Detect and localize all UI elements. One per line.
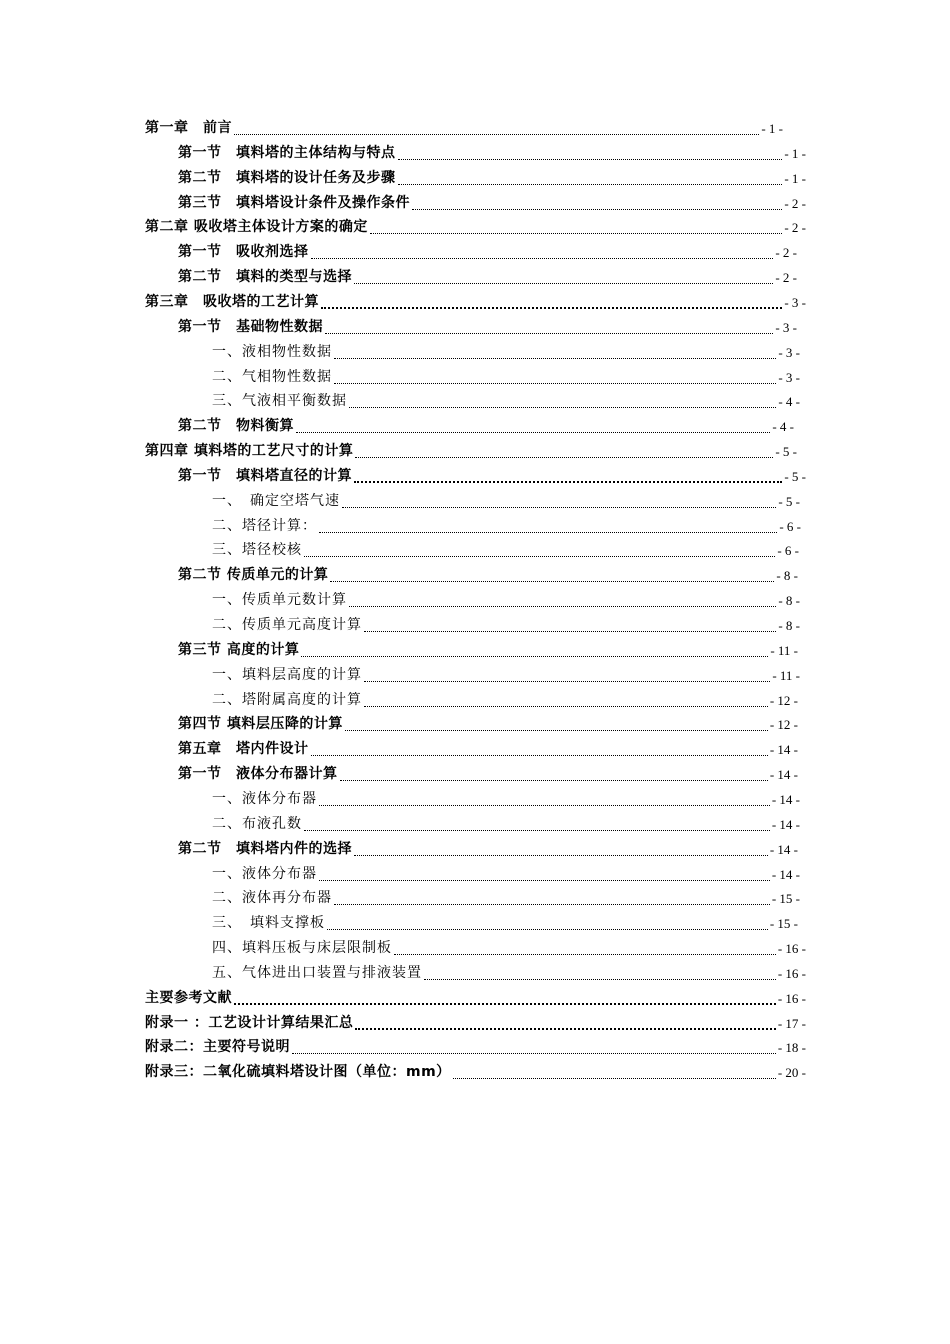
toc-entry[interactable] xyxy=(212,514,801,539)
toc-entry[interactable] xyxy=(178,265,797,290)
toc-dot-leader xyxy=(292,1052,776,1054)
toc-entry-page-number: - 15 - xyxy=(769,916,798,931)
toc-dot-leader xyxy=(327,928,768,930)
toc-dot-leader xyxy=(334,903,770,905)
toc-entry[interactable] xyxy=(178,464,806,489)
toc-entry[interactable] xyxy=(212,936,806,961)
toc-entry-page-number: - 16 - xyxy=(777,991,806,1006)
toc-entry-title: 第三章 吸收塔的工艺计算 xyxy=(145,294,319,310)
toc-dot-leader xyxy=(311,257,774,259)
toc-entry-page-number: - 3 - xyxy=(784,295,806,310)
toc-entry[interactable] xyxy=(212,663,800,688)
toc-entry-title: 附录一 ：工艺设计计算结果汇总 xyxy=(145,1015,354,1031)
toc-entry-title: 第一节 基础物性数据 xyxy=(178,319,323,335)
toc-entry-title: 二、液体再分布器 xyxy=(212,890,332,906)
toc-entry[interactable] xyxy=(212,812,800,837)
toc-entry[interactable] xyxy=(145,290,806,315)
toc-entry-title: 一、液体分布器 xyxy=(212,791,317,807)
toc-entry[interactable] xyxy=(178,712,798,737)
toc-entry[interactable] xyxy=(178,315,797,340)
toc-entry-title: 第一节 吸收剂选择 xyxy=(178,244,309,260)
toc-dot-leader xyxy=(340,779,768,781)
toc-entry-title: 四、填料压板与床层限制板 xyxy=(212,940,392,956)
toc-entry[interactable] xyxy=(178,191,806,216)
toc-entry-page-number: - 8 - xyxy=(778,618,800,633)
toc-entry-title: 二、传质单元高度计算 xyxy=(212,617,362,633)
toc-dot-leader xyxy=(319,531,777,533)
toc-entry-title: 第四章 填料塔的工艺尺寸的计算 xyxy=(145,443,354,459)
toc-entry-page-number: - 3 - xyxy=(778,345,800,360)
toc-entry-page-number: - 14 - xyxy=(771,817,800,832)
toc-entry[interactable] xyxy=(212,688,798,713)
toc-dot-leader xyxy=(345,729,768,731)
toc-entry-title: 二、布液孔数 xyxy=(212,816,302,832)
toc-entry-page-number: - 11 - xyxy=(770,643,798,658)
toc-dot-leader xyxy=(330,580,774,582)
toc-entry[interactable] xyxy=(178,563,798,588)
toc-dot-leader xyxy=(319,804,770,806)
toc-dot-leader xyxy=(325,332,773,334)
toc-entry[interactable] xyxy=(145,439,797,464)
toc-entry[interactable] xyxy=(212,886,800,911)
toc-dot-leader xyxy=(364,680,770,682)
toc-entry-page-number: - 5 - xyxy=(775,444,797,459)
toc-entry[interactable] xyxy=(212,862,800,887)
toc-entry-title: 第一章 前言 xyxy=(145,120,232,136)
toc-entry-page-number: - 2 - xyxy=(775,245,797,260)
toc-entry-title: 第二章 吸收塔主体设计方案的确定 xyxy=(145,219,368,235)
toc-dot-leader xyxy=(355,456,773,458)
toc-dot-leader xyxy=(311,754,768,756)
toc-entry-page-number: - 2 - xyxy=(784,196,806,211)
toc-entry[interactable] xyxy=(145,1035,806,1060)
toc-entry-title: 二、塔径计算： xyxy=(212,518,317,534)
toc-entry[interactable] xyxy=(145,986,806,1011)
toc-entry-page-number: - 16 - xyxy=(777,941,806,956)
toc-dot-leader xyxy=(319,879,770,881)
toc-entry-page-number: - 5 - xyxy=(778,494,800,509)
toc-entry-title: 二、气相物性数据 xyxy=(212,369,332,385)
toc-entry-page-number: - 8 - xyxy=(776,568,798,583)
toc-entry[interactable] xyxy=(212,389,800,414)
toc-entry-page-number: - 12 - xyxy=(769,717,798,732)
toc-dot-leader xyxy=(304,829,770,831)
toc-entry-title: 二、塔附属高度的计算 xyxy=(212,692,362,708)
toc-entry-page-number: - 8 - xyxy=(778,593,800,608)
toc-entry-page-number: - 1 - xyxy=(784,146,806,161)
toc-entry-page-number: - 3 - xyxy=(775,320,797,335)
toc-dot-leader xyxy=(453,1077,776,1079)
toc-entry-page-number: - 14 - xyxy=(769,842,798,857)
toc-entry-page-number: - 17 - xyxy=(777,1016,806,1031)
toc-entry-title: 第三节 填料塔设计条件及操作条件 xyxy=(178,195,410,211)
toc-entry[interactable] xyxy=(145,1060,806,1085)
toc-entry[interactable] xyxy=(212,911,798,936)
toc-entry-title: 三、 填料支撑板 xyxy=(212,915,325,931)
toc-dot-leader xyxy=(398,183,783,185)
toc-dot-leader xyxy=(370,232,782,234)
toc-dot-leader xyxy=(364,705,768,707)
toc-entry[interactable] xyxy=(178,414,794,439)
toc-entry-title: 主要参考文献 xyxy=(145,990,232,1006)
toc-dot-leader xyxy=(334,357,776,359)
toc-entry-title: 第一节 填料塔直径的计算 xyxy=(178,468,352,484)
toc-entry-title: 第二节 填料塔的设计任务及步骤 xyxy=(178,170,396,186)
toc-entry[interactable] xyxy=(212,787,800,812)
toc-dot-leader xyxy=(321,306,782,309)
toc-entry-page-number: - 2 - xyxy=(784,220,806,235)
toc-entry-title: 一、填料层高度的计算 xyxy=(212,667,362,683)
toc-entry-page-number: - 1 - xyxy=(761,121,783,136)
toc-entry-page-number: - 14 - xyxy=(771,792,800,807)
toc-dot-leader xyxy=(394,953,776,955)
toc-dot-leader xyxy=(412,208,782,210)
toc-dot-leader xyxy=(334,382,776,384)
toc-entry-page-number: - 20 - xyxy=(777,1065,806,1080)
toc-entry-title: 第一节 液体分布器计算 xyxy=(178,766,338,782)
toc-entry-page-number: - 12 - xyxy=(769,693,798,708)
toc-entry-title: 第二节 填料的类型与选择 xyxy=(178,269,352,285)
toc-entry-title: 第四节 填料层压降的计算 xyxy=(178,716,343,732)
toc-entry-page-number: - 4 - xyxy=(772,419,794,434)
toc-entry-title: 第五章 塔内件设计 xyxy=(178,741,309,757)
toc-entry-page-number: - 6 - xyxy=(777,543,799,558)
toc-entry[interactable] xyxy=(212,538,799,563)
toc-entry-title: 一、传质单元数计算 xyxy=(212,592,347,608)
toc-entry-page-number: - 3 - xyxy=(778,370,800,385)
toc-dot-leader xyxy=(296,431,770,433)
toc-entry-title: 第二节 填料塔内件的选择 xyxy=(178,841,352,857)
toc-entry-page-number: - 15 - xyxy=(771,891,800,906)
toc-entry-page-number: - 14 - xyxy=(769,742,798,757)
toc-dot-leader xyxy=(355,1027,775,1030)
toc-entry-title: 附录二：主要符号说明 xyxy=(145,1039,290,1055)
toc-entry-page-number: - 14 - xyxy=(771,867,800,882)
toc-entry[interactable] xyxy=(178,737,798,762)
toc-dot-leader xyxy=(234,1002,776,1005)
toc-entry[interactable] xyxy=(212,588,800,613)
toc-entry[interactable] xyxy=(145,1011,806,1036)
toc-dot-leader xyxy=(424,978,776,980)
toc-entry-title: 一、液相物性数据 xyxy=(212,344,332,360)
toc-entry-page-number: - 18 - xyxy=(777,1040,806,1055)
toc-entry-title: 一、 确定空塔气速 xyxy=(212,493,340,509)
toc-entry[interactable] xyxy=(212,340,800,365)
toc-entry-page-number: - 5 - xyxy=(784,469,806,484)
toc-dot-leader xyxy=(354,282,773,284)
toc-entry[interactable] xyxy=(212,365,800,390)
toc-entry-page-number: - 1 - xyxy=(784,171,806,186)
toc-entry-page-number: - 14 - xyxy=(769,767,798,782)
toc-entry-title: 三、塔径校核 xyxy=(212,542,302,558)
toc-entry-title: 第三节 高度的计算 xyxy=(178,642,300,658)
toc-dot-leader xyxy=(349,605,776,607)
toc-dot-leader xyxy=(354,480,782,483)
toc-dot-leader xyxy=(354,854,768,856)
toc-dot-leader xyxy=(342,506,776,508)
toc-dot-leader xyxy=(234,133,759,135)
toc-entry-title: 三、气液相平衡数据 xyxy=(212,393,347,409)
toc-entry-page-number: - 16 - xyxy=(777,966,806,981)
toc-dot-leader xyxy=(349,406,776,408)
toc-entry[interactable] xyxy=(178,141,806,166)
toc-dot-leader xyxy=(398,158,783,160)
toc-entry[interactable] xyxy=(178,837,798,862)
toc-dot-leader xyxy=(301,655,768,657)
toc-entry[interactable] xyxy=(178,638,798,663)
toc-entry[interactable] xyxy=(212,613,800,638)
toc-entry[interactable] xyxy=(212,489,800,514)
toc-entry-page-number: - 4 - xyxy=(778,394,800,409)
toc-entry[interactable] xyxy=(178,762,798,787)
toc-entry-title: 附录三：二氧化硫填料塔设计图（单位：mm） xyxy=(145,1064,451,1080)
toc-entry-page-number: - 2 - xyxy=(775,270,797,285)
toc-entry[interactable] xyxy=(178,240,797,265)
toc-entry-title: 第二节 物料衡算 xyxy=(178,418,294,434)
toc-entry[interactable] xyxy=(145,215,806,240)
toc-entry-title: 第一节 填料塔的主体结构与特点 xyxy=(178,145,396,161)
toc-dot-leader xyxy=(304,555,775,557)
toc-entry[interactable] xyxy=(145,116,783,141)
toc-entry-title: 五、气体进出口装置与排液装置 xyxy=(212,965,422,981)
toc-dot-leader xyxy=(364,630,776,632)
toc-entry-page-number: - 11 - xyxy=(772,668,800,683)
toc-entry[interactable] xyxy=(178,166,806,191)
toc-entry[interactable] xyxy=(212,961,806,986)
toc-entry-title: 第二节 传质单元的计算 xyxy=(178,567,329,583)
toc-entry-page-number: - 6 - xyxy=(779,519,801,534)
toc-entry-title: 一、液体分布器 xyxy=(212,866,317,882)
